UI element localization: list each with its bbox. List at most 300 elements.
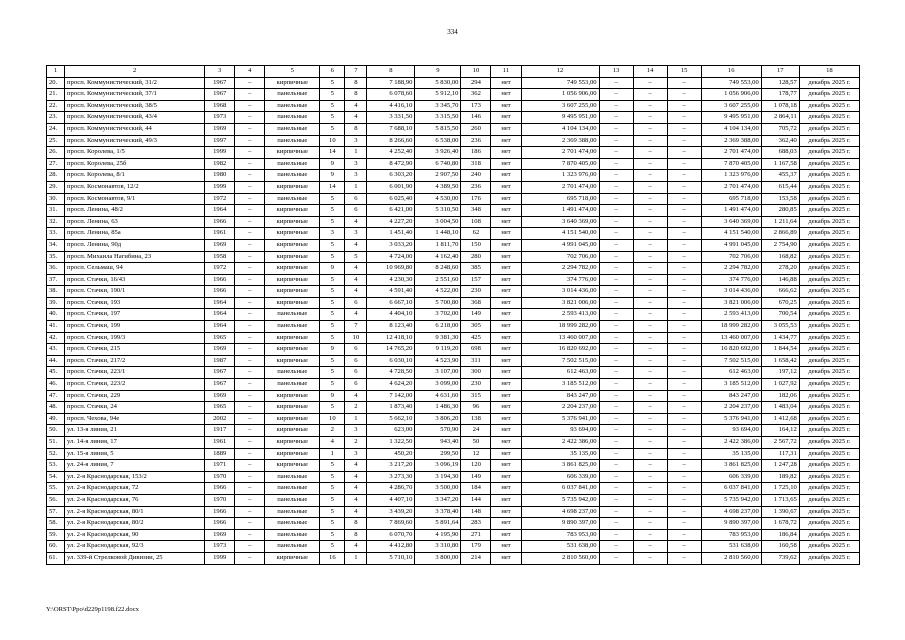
- table-cell: ул. 2-я Краснодарская, 153/2: [65, 471, 205, 483]
- table-cell: –: [667, 228, 701, 240]
- table-cell: –: [599, 518, 633, 530]
- table-cell: –: [667, 158, 701, 170]
- table-cell: 4: [345, 100, 367, 112]
- table-cell: 3 500,00: [415, 483, 461, 495]
- table-cell: 1 056 906,00: [701, 89, 761, 101]
- table-cell: 5: [320, 297, 345, 309]
- table-cell: 9 890 397,00: [701, 518, 761, 530]
- table-cell: 280: [461, 251, 491, 263]
- table-cell: панельные: [265, 112, 320, 124]
- table-cell: –: [599, 263, 633, 275]
- table-cell: –: [599, 379, 633, 391]
- table-cell: –: [667, 89, 701, 101]
- table-cell: –: [667, 344, 701, 356]
- table-cell: –: [235, 460, 265, 472]
- table-cell: 4: [345, 263, 367, 275]
- table-cell: 1999: [205, 552, 235, 564]
- table-cell: 8: [345, 123, 367, 135]
- table-cell: просп. Стачки, 217/2: [65, 355, 205, 367]
- table-cell: декабрь 2025 г.: [799, 193, 859, 205]
- table-cell: 7 870 405,00: [701, 158, 761, 170]
- table-cell: 5: [320, 251, 345, 263]
- table-cell: 1969: [205, 344, 235, 356]
- table-cell: 4 389,50: [415, 181, 461, 193]
- table-cell: 5: [320, 506, 345, 518]
- table-cell: 1: [345, 147, 367, 159]
- table-cell: просп. Королева, 25б: [65, 158, 205, 170]
- table-cell: декабрь 2025 г.: [799, 321, 859, 333]
- table-cell: декабрь 2025 г.: [799, 309, 859, 321]
- table-cell: просп. Стачки, 190/1: [65, 286, 205, 298]
- table-cell: 27.: [47, 158, 65, 170]
- table-cell: 570,90: [415, 425, 461, 437]
- table-cell: –: [633, 494, 667, 506]
- table-cell: 702 706,00: [701, 251, 761, 263]
- table-cell: 160,58: [761, 541, 799, 553]
- table-cell: 6: [345, 193, 367, 205]
- table-cell: 9 381,30: [415, 332, 461, 344]
- table-cell: 30.: [47, 193, 65, 205]
- column-header: 14: [633, 66, 667, 78]
- table-cell: –: [633, 77, 667, 89]
- table-cell: –: [599, 344, 633, 356]
- table-cell: 46.: [47, 379, 65, 391]
- table-cell: –: [235, 297, 265, 309]
- table-cell: 14 765,20: [367, 344, 415, 356]
- table-cell: 5: [320, 529, 345, 541]
- table-row: [47, 506, 860, 518]
- table-cell: 44.: [47, 355, 65, 367]
- table-cell: 5 912,10: [415, 89, 461, 101]
- table-cell: 6 025,40: [367, 193, 415, 205]
- housing-repair-table: [46, 65, 860, 565]
- table-cell: 236: [461, 181, 491, 193]
- table-cell: 5: [320, 239, 345, 251]
- table-cell: 7 869,60: [367, 518, 415, 530]
- table-cell: –: [633, 181, 667, 193]
- table-row: [47, 529, 860, 541]
- table-cell: 3 185 512,00: [521, 379, 599, 391]
- table-cell: нет: [491, 437, 521, 449]
- table-cell: –: [633, 135, 667, 147]
- table-cell: 3 331,50: [367, 112, 415, 124]
- table-row: [47, 123, 860, 135]
- table-cell: 4 286,70: [367, 483, 415, 495]
- table-cell: –: [235, 494, 265, 506]
- table-cell: 42.: [47, 332, 65, 344]
- table-cell: 37.: [47, 274, 65, 286]
- table-cell: –: [633, 448, 667, 460]
- table-cell: ул. 2-я Краснодарская, 90: [65, 529, 205, 541]
- table-cell: 1 027,92: [761, 379, 799, 391]
- table-cell: 62: [461, 228, 491, 240]
- table-cell: 16: [320, 552, 345, 564]
- table-cell: –: [235, 437, 265, 449]
- table-cell: –: [599, 77, 633, 89]
- table-cell: 22.: [47, 100, 65, 112]
- table-cell: 186: [461, 147, 491, 159]
- table-cell: –: [599, 123, 633, 135]
- table-cell: 749 553,00: [521, 77, 599, 89]
- table-cell: 2 701 474,00: [701, 147, 761, 159]
- table-cell: 531 638,00: [521, 541, 599, 553]
- table-cell: просп. Чехова, 94е: [65, 413, 205, 425]
- table-cell: кирпичные: [265, 413, 320, 425]
- table-cell: –: [633, 332, 667, 344]
- table-cell: просп. Стачки, 223/1: [65, 367, 205, 379]
- table-cell: –: [667, 518, 701, 530]
- table-cell: 12: [461, 448, 491, 460]
- table-cell: просп. Коммунистический, 38/5: [65, 100, 205, 112]
- table-cell: 4 162,40: [415, 251, 461, 263]
- table-cell: 1999: [205, 181, 235, 193]
- table-cell: 6 421,00: [367, 205, 415, 217]
- table-cell: 4: [345, 483, 367, 495]
- table-cell: 294: [461, 77, 491, 89]
- table-cell: декабрь 2025 г.: [799, 297, 859, 309]
- table-cell: –: [235, 448, 265, 460]
- table-cell: 1982: [205, 158, 235, 170]
- table-cell: 3 014 436,00: [701, 286, 761, 298]
- table-cell: –: [599, 100, 633, 112]
- table-cell: нет: [491, 100, 521, 112]
- table-cell: –: [599, 193, 633, 205]
- table-cell: –: [667, 112, 701, 124]
- table-cell: 32.: [47, 216, 65, 228]
- table-cell: нет: [491, 379, 521, 391]
- table-cell: –: [633, 460, 667, 472]
- table-cell: 1973: [205, 112, 235, 124]
- table-cell: 1966: [205, 286, 235, 298]
- table-cell: кирпичные: [265, 297, 320, 309]
- table-cell: 4 631,60: [415, 390, 461, 402]
- table-cell: 12 418,10: [367, 332, 415, 344]
- table-row: [47, 332, 860, 344]
- table-row: [47, 135, 860, 147]
- table-cell: –: [235, 135, 265, 147]
- table-row: [47, 460, 860, 472]
- table-cell: 1 873,40: [367, 402, 415, 414]
- table-cell: 8: [345, 77, 367, 89]
- table-cell: декабрь 2025 г.: [799, 437, 859, 449]
- table-cell: 5: [320, 518, 345, 530]
- table-row: [47, 413, 860, 425]
- table-cell: 108: [461, 216, 491, 228]
- table-cell: –: [599, 309, 633, 321]
- table-cell: –: [235, 158, 265, 170]
- table-cell: 2 294 782,00: [521, 263, 599, 275]
- table-cell: 5: [320, 286, 345, 298]
- table-cell: нет: [491, 425, 521, 437]
- table-cell: декабрь 2025 г.: [799, 506, 859, 518]
- table-cell: 138: [461, 413, 491, 425]
- table-cell: 2 204 237,00: [701, 402, 761, 414]
- table-cell: 1889: [205, 448, 235, 460]
- table-cell: –: [599, 402, 633, 414]
- table-cell: 2 204 237,00: [521, 402, 599, 414]
- table-cell: 197,12: [761, 367, 799, 379]
- table-cell: 6: [345, 297, 367, 309]
- table-cell: декабрь 2025 г.: [799, 147, 859, 159]
- table-cell: панельные: [265, 494, 320, 506]
- table-cell: –: [235, 552, 265, 564]
- table-cell: 5: [320, 205, 345, 217]
- table-cell: кирпичные: [265, 263, 320, 275]
- table-cell: 3 099,00: [415, 379, 461, 391]
- table-row: [47, 437, 860, 449]
- table-cell: просп. Космонавтов, 9/1: [65, 193, 205, 205]
- table-cell: 1967: [205, 77, 235, 89]
- table-cell: декабрь 2025 г.: [799, 355, 859, 367]
- table-cell: 5: [320, 216, 345, 228]
- table-cell: просп. Стачки, 16/43: [65, 274, 205, 286]
- table-cell: 280,85: [761, 205, 799, 217]
- table-row: [47, 367, 860, 379]
- table-cell: 3: [345, 228, 367, 240]
- table-cell: декабрь 2025 г.: [799, 552, 859, 564]
- table-cell: 5: [320, 460, 345, 472]
- table-cell: 59.: [47, 529, 65, 541]
- table-cell: 1: [320, 448, 345, 460]
- table-cell: 5: [320, 77, 345, 89]
- page-number: 334: [447, 28, 458, 36]
- table-cell: ул. 2-я Краснодарская, 80/1: [65, 506, 205, 518]
- table-row: [47, 448, 860, 460]
- table-cell: 6 667,10: [367, 297, 415, 309]
- table-cell: 1980: [205, 170, 235, 182]
- table-cell: –: [667, 425, 701, 437]
- table-cell: 3: [345, 158, 367, 170]
- table-cell: просп. Стачки, 24: [65, 402, 205, 414]
- table-cell: 615,44: [761, 181, 799, 193]
- table-cell: 176: [461, 193, 491, 205]
- table-cell: –: [633, 425, 667, 437]
- table-cell: –: [667, 193, 701, 205]
- table-cell: 50.: [47, 425, 65, 437]
- table-cell: –: [667, 552, 701, 564]
- table-cell: 1965: [205, 332, 235, 344]
- table-cell: 2 551,60: [415, 274, 461, 286]
- table-cell: 5 376 941,00: [701, 413, 761, 425]
- table-cell: –: [235, 181, 265, 193]
- table-cell: 1987: [205, 355, 235, 367]
- table-cell: –: [235, 77, 265, 89]
- table-cell: нет: [491, 170, 521, 182]
- table-cell: панельные: [265, 89, 320, 101]
- table-cell: 4: [345, 506, 367, 518]
- table-cell: декабрь 2025 г.: [799, 205, 859, 217]
- table-cell: 1973: [205, 541, 235, 553]
- table-cell: 3 800,00: [415, 552, 461, 564]
- table-cell: 5: [320, 112, 345, 124]
- table-cell: –: [633, 170, 667, 182]
- table-cell: 455,37: [761, 170, 799, 182]
- table-cell: 688,03: [761, 147, 799, 159]
- table-cell: –: [667, 216, 701, 228]
- table-cell: 3 310,80: [415, 541, 461, 553]
- table-cell: 5: [320, 100, 345, 112]
- table-cell: 8 472,90: [367, 158, 415, 170]
- table-cell: –: [667, 332, 701, 344]
- table-cell: 9 495 951,00: [521, 112, 599, 124]
- table-cell: 1 323 976,00: [521, 170, 599, 182]
- table-cell: 2 701 474,00: [701, 181, 761, 193]
- table-cell: 5: [320, 402, 345, 414]
- table-cell: –: [599, 286, 633, 298]
- table-cell: декабрь 2025 г.: [799, 228, 859, 240]
- table-cell: 35 135,00: [521, 448, 599, 460]
- table-cell: панельные: [265, 483, 320, 495]
- table-cell: 186,84: [761, 529, 799, 541]
- table-cell: кирпичные: [265, 286, 320, 298]
- table-cell: 1964: [205, 205, 235, 217]
- table-cell: 311: [461, 355, 491, 367]
- table-cell: 5: [345, 251, 367, 263]
- table-cell: –: [235, 344, 265, 356]
- table-cell: –: [235, 367, 265, 379]
- table-cell: –: [235, 425, 265, 437]
- table-cell: 5 815,50: [415, 123, 461, 135]
- table-cell: 5: [320, 332, 345, 344]
- table-cell: –: [235, 355, 265, 367]
- table-cell: кирпичные: [265, 344, 320, 356]
- table-cell: ул. 24-я линия, 7: [65, 460, 205, 472]
- table-cell: 149: [461, 471, 491, 483]
- table-cell: кирпичные: [265, 274, 320, 286]
- table-cell: –: [633, 321, 667, 333]
- table-row: [47, 286, 860, 298]
- table-cell: 93 694,00: [701, 425, 761, 437]
- table-cell: 1970: [205, 471, 235, 483]
- table-cell: 425: [461, 332, 491, 344]
- table-cell: кирпичные: [265, 390, 320, 402]
- column-header: 7: [345, 66, 367, 78]
- table-cell: –: [633, 263, 667, 275]
- table-cell: 39.: [47, 297, 65, 309]
- table-cell: 3 607 255,00: [701, 100, 761, 112]
- table-cell: 1965: [205, 402, 235, 414]
- table-cell: ул. 2-я Краснодарская, 80/2: [65, 518, 205, 530]
- table-cell: 2 701 474,00: [521, 181, 599, 193]
- table-cell: –: [599, 390, 633, 402]
- table-cell: 1969: [205, 123, 235, 135]
- table-cell: 6 740,80: [415, 158, 461, 170]
- table-cell: панельные: [265, 158, 320, 170]
- table-cell: 3 861 825,00: [701, 460, 761, 472]
- table-cell: 148: [461, 506, 491, 518]
- table-cell: 1 211,64: [761, 216, 799, 228]
- table-cell: 45.: [47, 367, 65, 379]
- table-cell: 698: [461, 344, 491, 356]
- table-cell: декабрь 2025 г.: [799, 77, 859, 89]
- table-cell: –: [667, 309, 701, 321]
- column-header: 17: [761, 66, 799, 78]
- table-cell: 705,72: [761, 123, 799, 135]
- table-cell: 260: [461, 123, 491, 135]
- table-cell: 1964: [205, 297, 235, 309]
- table-cell: 612 463,00: [701, 367, 761, 379]
- table-cell: 240: [461, 170, 491, 182]
- table-cell: 606 339,00: [701, 471, 761, 483]
- table-cell: –: [599, 135, 633, 147]
- table-cell: 6: [345, 355, 367, 367]
- table-cell: просп. Михаила Нагибина, 23: [65, 251, 205, 263]
- table-cell: –: [633, 216, 667, 228]
- table-cell: 9: [320, 390, 345, 402]
- table-cell: декабрь 2025 г.: [799, 425, 859, 437]
- table-cell: 153,58: [761, 193, 799, 205]
- table-cell: 117,31: [761, 448, 799, 460]
- table-cell: нет: [491, 112, 521, 124]
- column-header: 9: [415, 66, 461, 78]
- table-cell: декабрь 2025 г.: [799, 471, 859, 483]
- table-cell: 1: [345, 413, 367, 425]
- table-cell: нет: [491, 309, 521, 321]
- table-cell: 4 151 540,00: [701, 228, 761, 240]
- table-cell: панельные: [265, 379, 320, 391]
- table-cell: –: [633, 506, 667, 518]
- table-cell: 128,57: [761, 77, 799, 89]
- table-cell: 58.: [47, 518, 65, 530]
- table-body: [47, 77, 860, 564]
- table-cell: –: [599, 251, 633, 263]
- table-cell: –: [633, 274, 667, 286]
- table-cell: 4 104 134,00: [521, 123, 599, 135]
- table-row: [47, 158, 860, 170]
- table-cell: –: [667, 483, 701, 495]
- table-cell: –: [633, 379, 667, 391]
- table-cell: 10: [320, 413, 345, 425]
- table-cell: 33.: [47, 228, 65, 240]
- table-cell: –: [667, 263, 701, 275]
- table-cell: –: [667, 239, 701, 251]
- table-cell: 60.: [47, 541, 65, 553]
- table-cell: 54.: [47, 471, 65, 483]
- table-cell: нет: [491, 263, 521, 275]
- table-cell: 28.: [47, 170, 65, 182]
- table-cell: –: [599, 437, 633, 449]
- table-cell: нет: [491, 123, 521, 135]
- table-cell: 4: [345, 274, 367, 286]
- table-cell: –: [667, 77, 701, 89]
- table-cell: 5: [320, 355, 345, 367]
- table-cell: нет: [491, 158, 521, 170]
- table-cell: декабрь 2025 г.: [799, 239, 859, 251]
- table-cell: 5 662,10: [367, 413, 415, 425]
- table-cell: –: [667, 135, 701, 147]
- table-cell: 3: [345, 135, 367, 147]
- table-cell: 4 252,40: [367, 147, 415, 159]
- table-cell: 3 347,20: [415, 494, 461, 506]
- column-header: 12: [521, 66, 599, 78]
- table-cell: –: [633, 112, 667, 124]
- table-cell: 5 735 942,00: [521, 494, 599, 506]
- table-cell: 53.: [47, 460, 65, 472]
- table-cell: декабрь 2025 г.: [799, 367, 859, 379]
- table-cell: 4 404,10: [367, 309, 415, 321]
- table-cell: 612 463,00: [521, 367, 599, 379]
- table-cell: просп. Королева, 8/1: [65, 170, 205, 182]
- table-cell: 1967: [205, 89, 235, 101]
- column-header: 18: [799, 66, 859, 78]
- table-cell: ул. 339-й Стрелковой Дивизии, 25: [65, 552, 205, 564]
- table-cell: 1 491 474,00: [701, 205, 761, 217]
- table-cell: 18 999 282,00: [701, 321, 761, 333]
- table-cell: 3: [320, 228, 345, 240]
- table-cell: 1 167,58: [761, 158, 799, 170]
- table-cell: просп. Космонавтов, 12/2: [65, 181, 205, 193]
- table-cell: 1 247,28: [761, 460, 799, 472]
